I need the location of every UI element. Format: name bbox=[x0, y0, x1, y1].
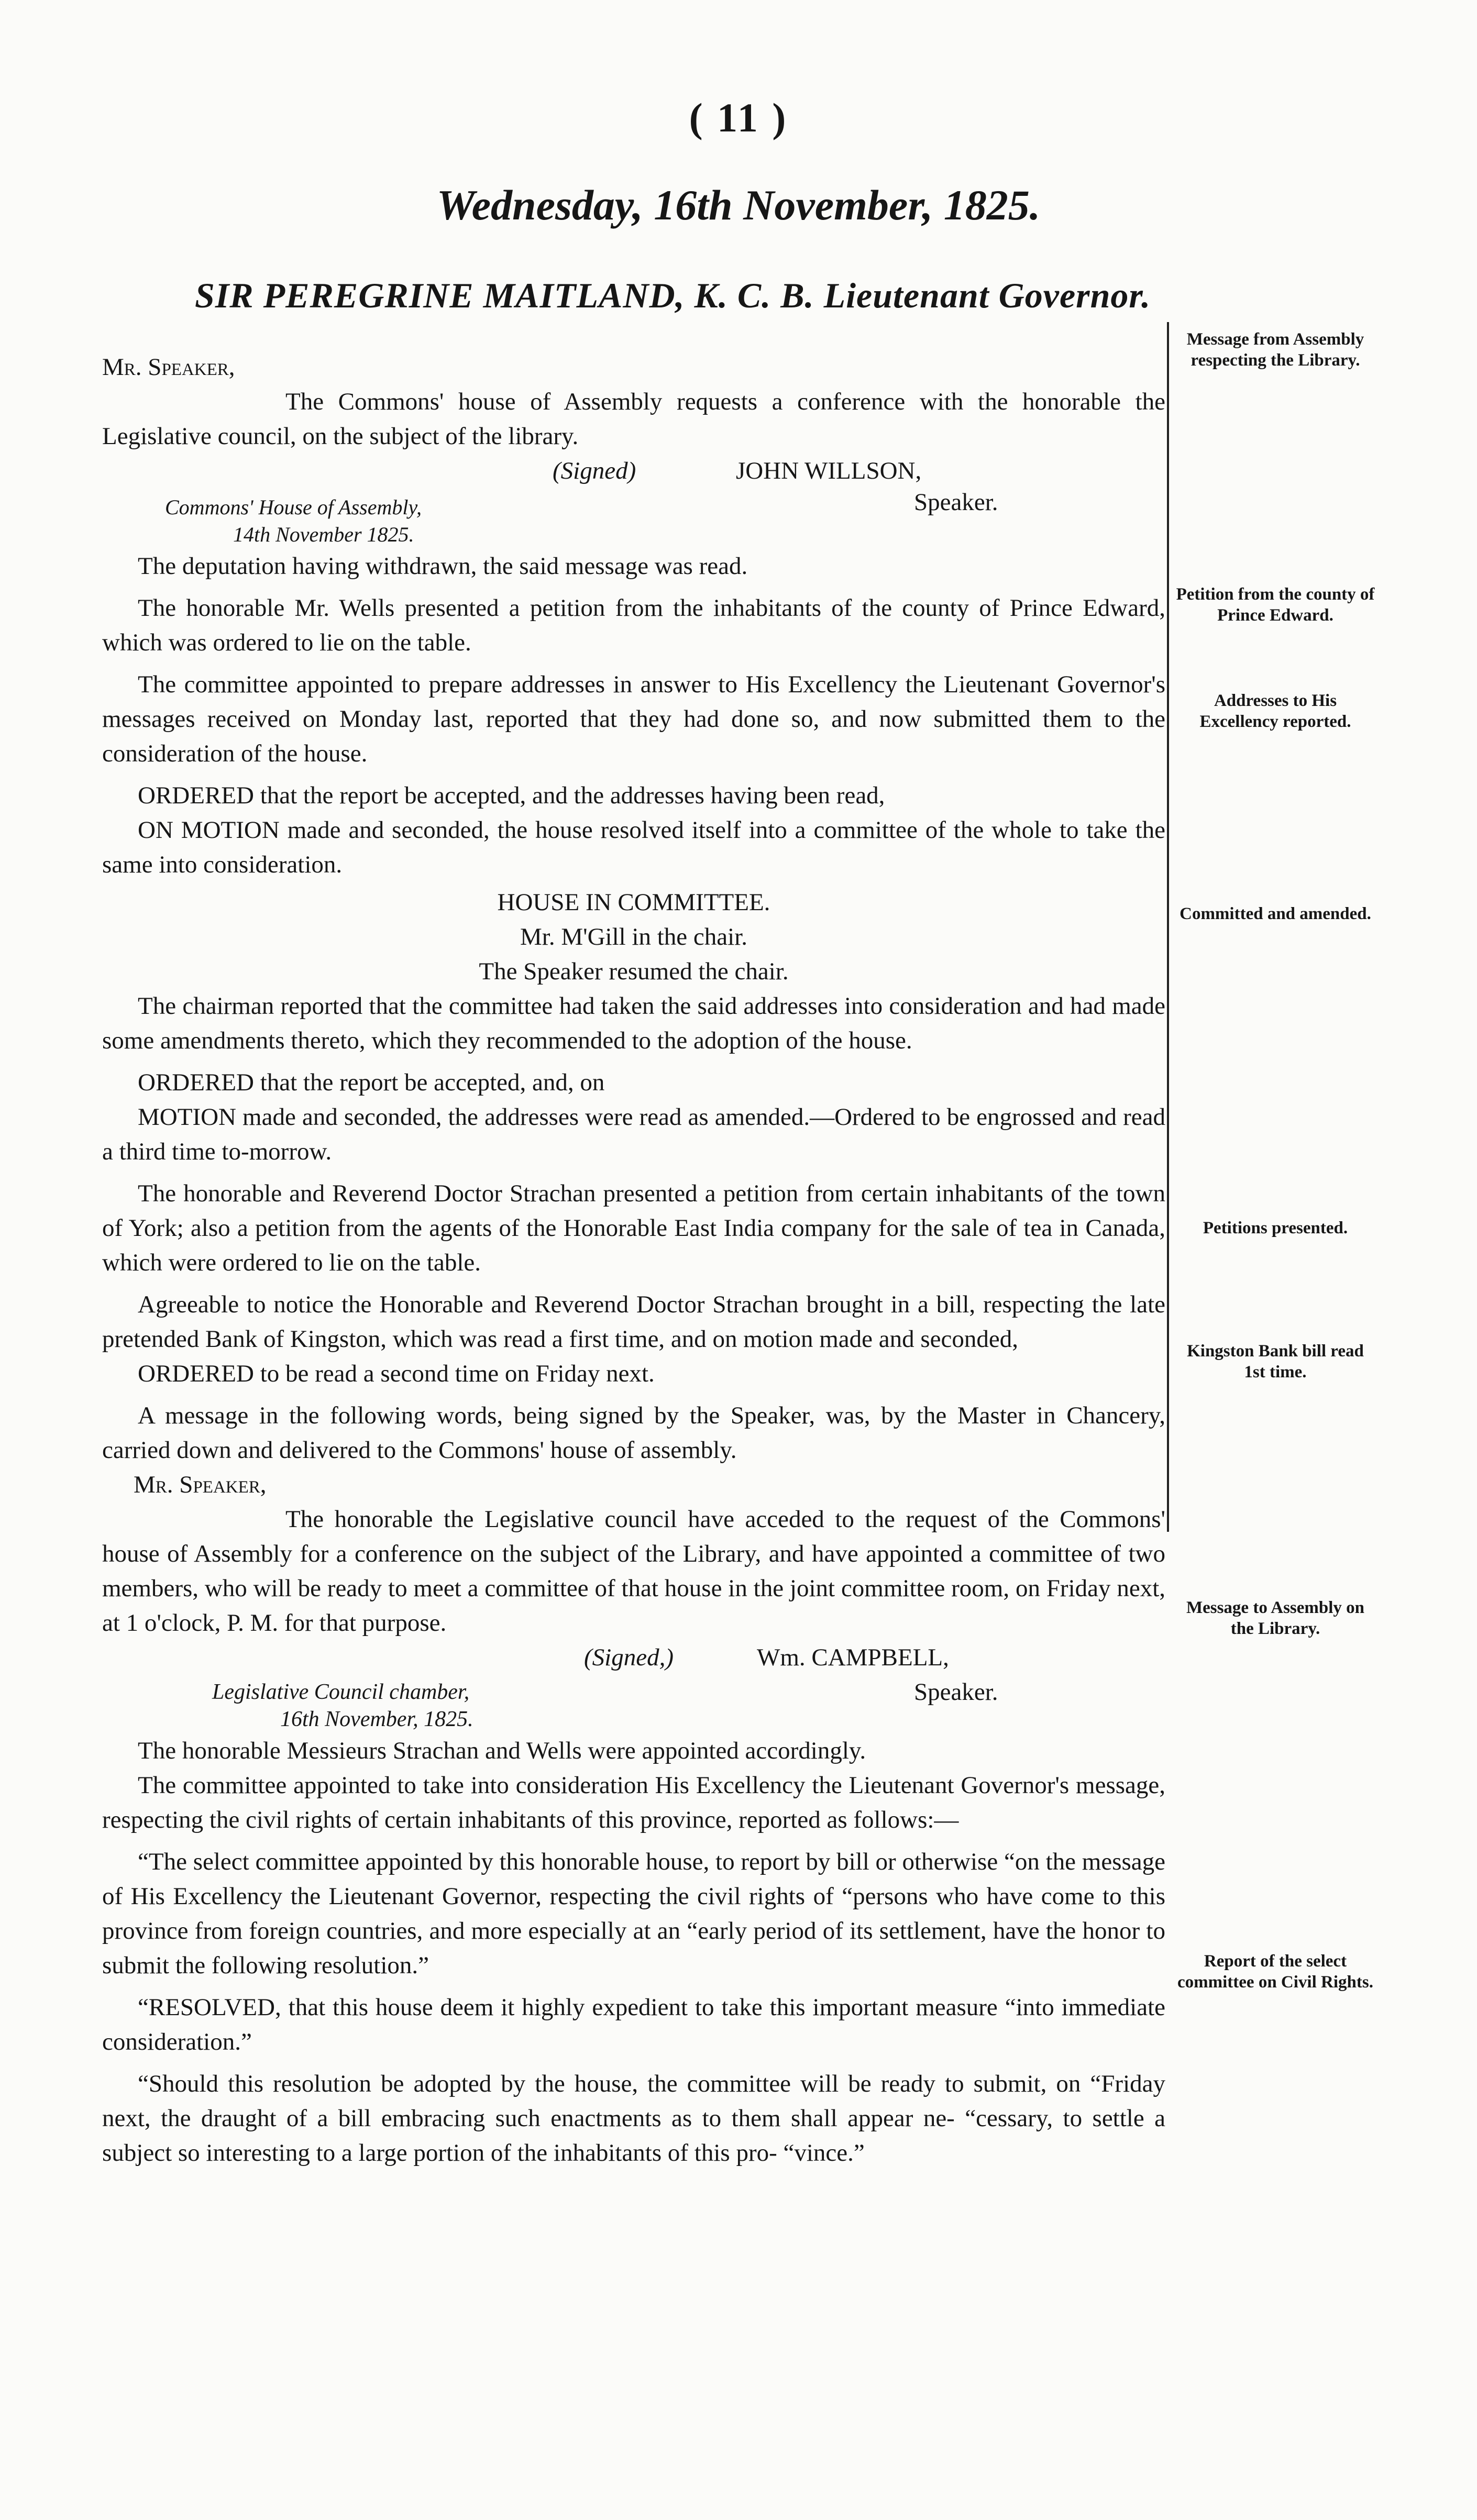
message-2-place: Legislative Council chamber, bbox=[212, 1680, 470, 1704]
margin-note-civil-rights: Report of the select committee on Civil Rights. bbox=[1177, 1952, 1373, 1992]
paragraph-on-motion: ON MOTION made and seconded, the house resolved itself into a committee of the whole to take the same into consideration. bbox=[102, 816, 1165, 878]
paragraph-message-chancery: A message in the following words, being signed by the Speaker, was, by the Master in Chancery, carried down and delivered to the Commons' house of assembly. bbox=[102, 1402, 1165, 1464]
session-date-text: Wednesday, 16th November, 1825. bbox=[436, 181, 1041, 229]
page-number: ( 11 ) bbox=[689, 95, 788, 140]
message-1-salutation: Mr. Speaker, bbox=[102, 353, 235, 381]
message-1 bbox=[102, 350, 1165, 548]
paragraph-prince-edward: The honorable Mr. Wells presented a petition from the inhabitants of the county of Prince Edward, which was ordered to lie on the table. bbox=[102, 594, 1165, 656]
message-2-title: Speaker. bbox=[914, 1678, 998, 1706]
message-1-signed: (Signed) bbox=[553, 457, 636, 484]
paragraph-ordered-report: ORDERED that the report be accepted, and the addresses having been read, bbox=[138, 782, 885, 809]
paragraph-second-reading: ORDERED to be read a second time on Friday next. bbox=[138, 1360, 655, 1387]
proceedings-part-1 bbox=[102, 549, 1165, 2170]
margin-rule bbox=[1167, 322, 1169, 1532]
margin-note-assembly-library: Message to Assembly on the Library. bbox=[1186, 1598, 1365, 1638]
message-1-place: Commons' House of Assembly, bbox=[165, 495, 422, 519]
margin-note-prince-edward: Petition from the county of Prince Edward. bbox=[1176, 585, 1375, 625]
message-1-place-row bbox=[102, 490, 1165, 548]
message-2-place-row bbox=[102, 1675, 1165, 1733]
margin-note-kingston-bank: Kingston Bank bill read 1st time. bbox=[1187, 1342, 1364, 1381]
paragraph-resolved: “RESOLVED, that this house deem it highly expedient to take this important measure “into immediate consideration.” bbox=[102, 1994, 1165, 2055]
paragraph-strachan-petition: The honorable and Reverend Doctor Strachan presented a petition from certain inhabitants of the town of York; also a petition from the agents of the Honorable East India company for the sale of tea in Canada, which were ordered to lie on the table. bbox=[102, 1180, 1165, 1276]
paragraph-select-committee: “The select committee appointed by this honorable house, to report by bill or otherwise “on the message of His Excellency the Lieutenant Governor, respecting the civil rights of “persons who have come to this province from foreign countries, and more especially at an “early period of its settlement, have the honor to submit the following resolution.” bbox=[102, 1848, 1165, 1979]
margin-note-committed: Committed and amended. bbox=[1180, 904, 1371, 923]
chair-line: Mr. M'Gill in the chair. bbox=[520, 923, 748, 950]
message-1-text: The Commons' house of Assembly requests a conference with the honorable the Legislative council, on the subject of the library. bbox=[102, 388, 1165, 450]
paragraph-kingston-bill: Agreeable to notice the Honorable and Reverend Doctor Strachan brought in a bill, respecting the late pretended Bank of Kingston, which was read a first time, and on motion made and seconded, bbox=[102, 1291, 1165, 1353]
message-2-text: The honorable the Legislative council have acceded to the request of the Commons' house of Assembly for a conference on the subject of the Library, and have appointed a committee of two members, who will be ready to meet a committee of that house in the joint committee room, on Friday next, at 1 o'clock, P. M. for that purpose. bbox=[102, 1506, 1165, 1637]
message-2-salutation: Mr. Speaker, bbox=[134, 1471, 267, 1498]
paragraph-chairman-report: The chairman reported that the committee had taken the said addresses into consideration and had made some amendments thereto, which they recommended to the adoption of the house. bbox=[102, 992, 1165, 1054]
margin-note-petitions: Petitions presented. bbox=[1203, 1219, 1348, 1237]
message-2-signed: (Signed,) bbox=[584, 1644, 674, 1671]
paragraph-appointed: The honorable Messieurs Strachan and Wells were appointed accordingly. bbox=[138, 1737, 866, 1764]
margin-note-library-message: Message from Assembly respecting the Library. bbox=[1186, 330, 1364, 370]
paragraph-read-amended: MOTION made and seconded, the addresses were read as amended.—Ordered to be engrossed and read a third time to-morrow. bbox=[102, 1103, 1165, 1165]
paragraph-ordered-accepted: ORDERED that the report be accepted, and, on bbox=[138, 1069, 605, 1096]
governor-heading: SIR PEREGRINE MAITLAND, K. C. B. Lieutenant Governor. bbox=[195, 275, 1151, 315]
message-2-signature-row bbox=[102, 1640, 1165, 1675]
message-1-date: 14th November 1825. bbox=[233, 523, 414, 546]
message-2-date: 16th November, 1825. bbox=[280, 1707, 473, 1731]
message-1-signer: JOHN WILLSON, bbox=[736, 457, 922, 484]
message-1-title: Speaker. bbox=[914, 489, 998, 516]
session-date bbox=[0, 181, 1477, 230]
message-2-signer: Wm. CAMPBELL, bbox=[757, 1644, 949, 1671]
paragraph-deputation: The deputation having withdrawn, the said message was read. bbox=[138, 552, 748, 580]
paragraph-addresses-report: The committee appointed to prepare addresses in answer to His Excellency the Lieutenant Governor's messages received on Monday last, reported that they had done so, and now submitted them to the consideration of the house. bbox=[102, 671, 1165, 767]
paragraph-civil-rights-report: The committee appointed to take into consideration His Excellency the Lieutenant Governor's message, respecting the civil rights of certain inhabitants of this province, reported as follows:— bbox=[102, 1772, 1165, 1833]
paragraph-should-resolution: “Should this resolution be adopted by the house, the committee will be ready to submit, on “Friday next, the draught of a bill embracing such enactments as to them shall appear ne- “cessary, to settle a subject so interesting to a large portion of the inhabitants of this pro- “vince.” bbox=[102, 2070, 1165, 2167]
margin-note-addresses: Addresses to His Excellency reported. bbox=[1199, 691, 1351, 731]
house-in-committee: HOUSE IN COMMITTEE. bbox=[497, 889, 770, 916]
message-1-signature-row bbox=[102, 454, 1165, 490]
speaker-resumed: The Speaker resumed the chair. bbox=[479, 958, 789, 985]
